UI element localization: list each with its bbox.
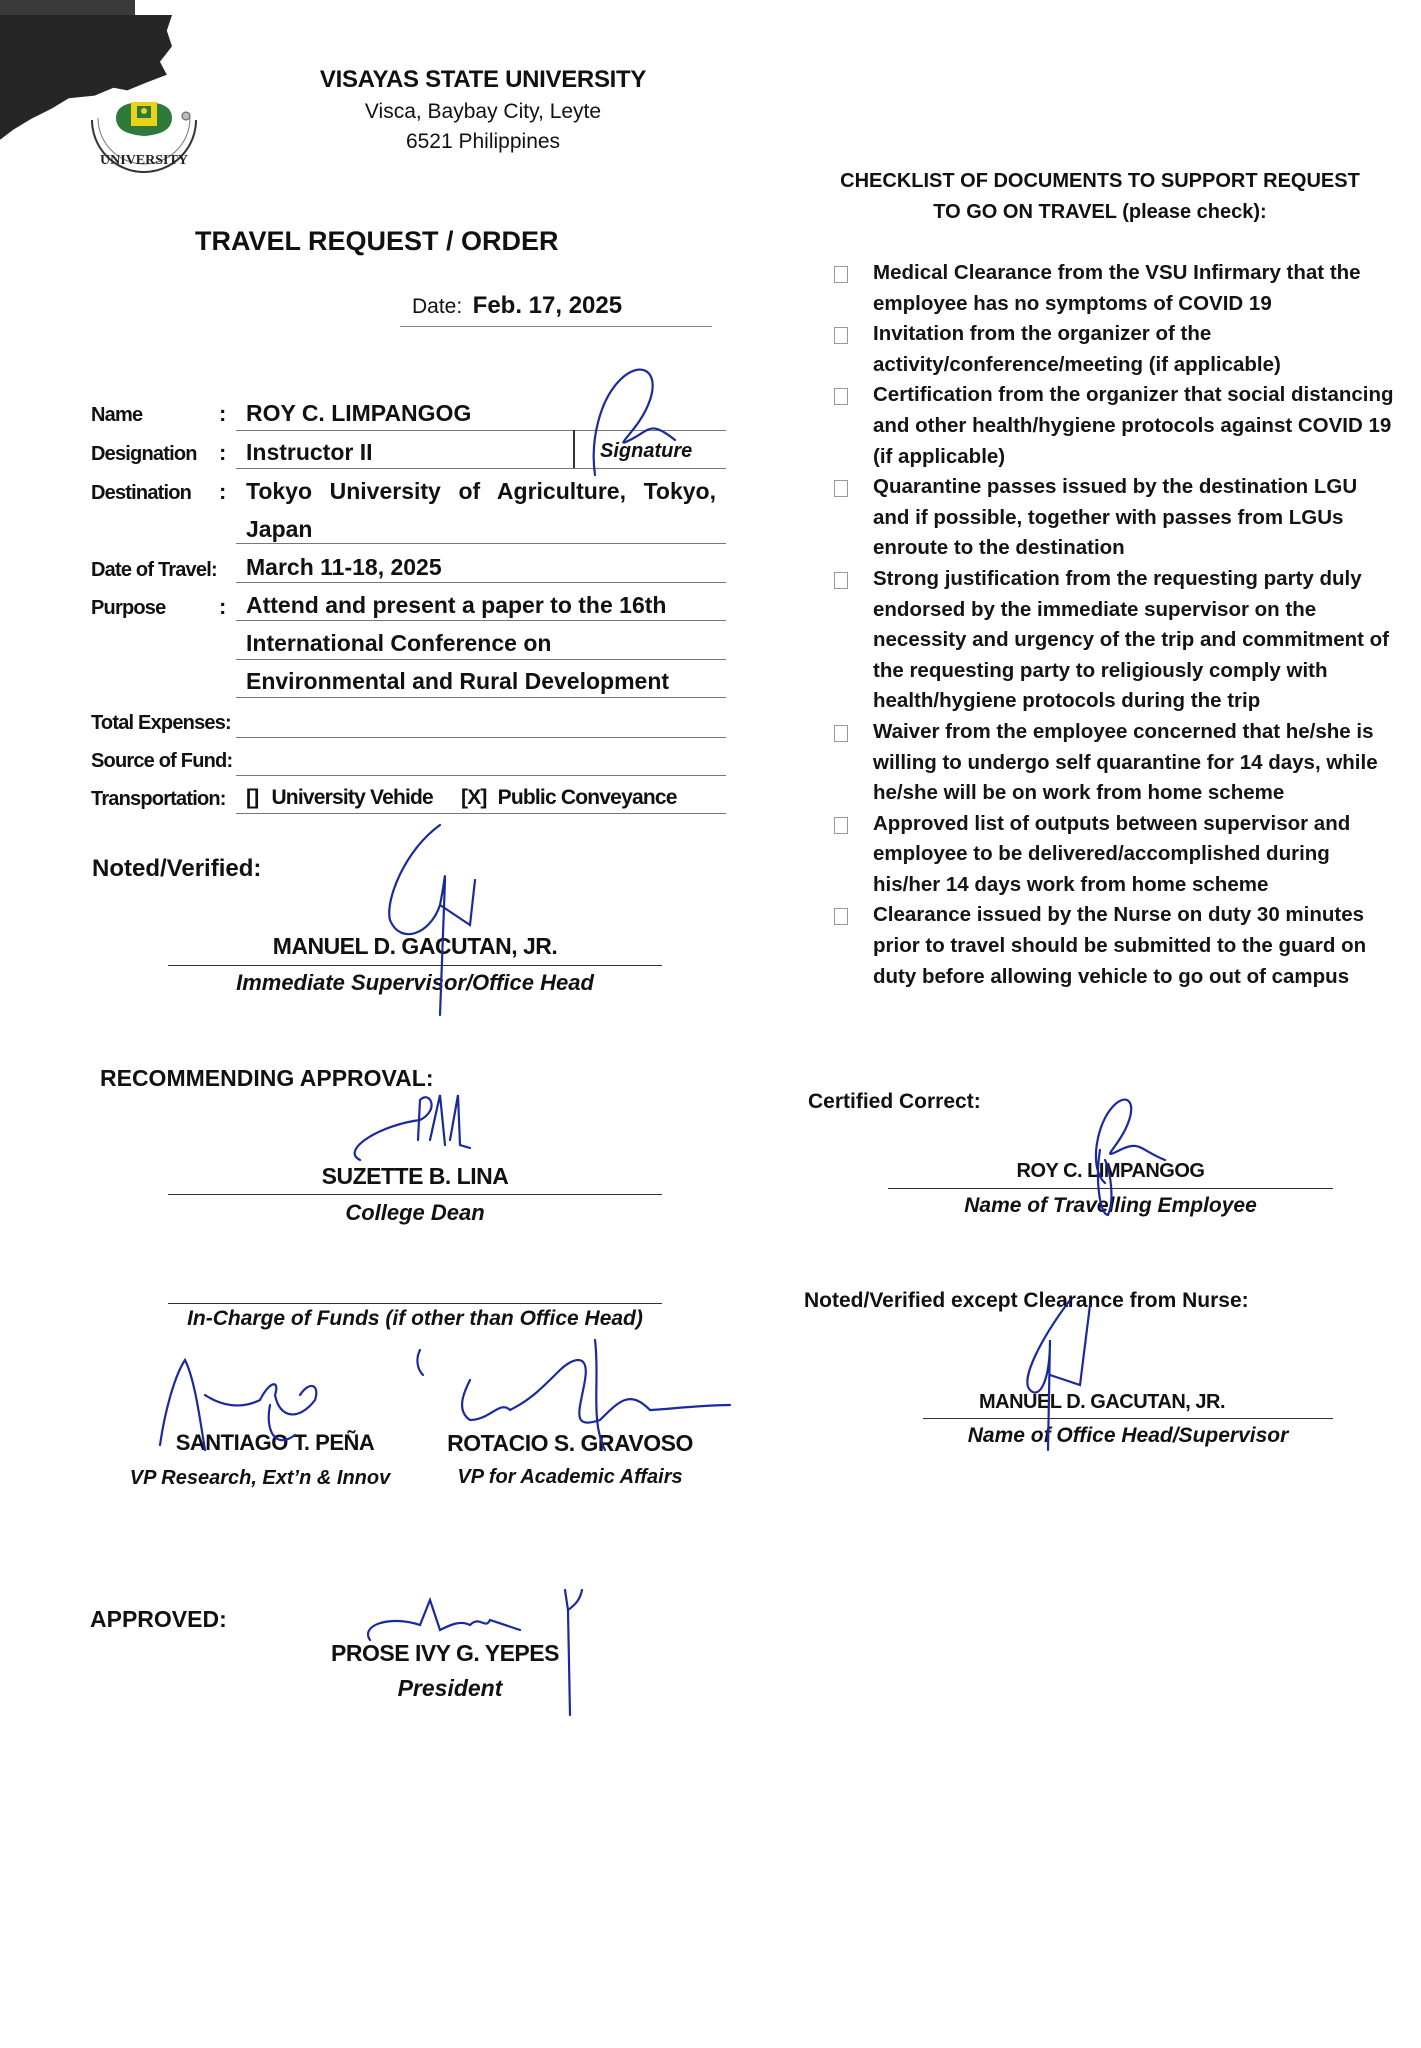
checklist-item[interactable]	[834, 472, 1394, 564]
checklist-item-text: Invitation from the organizer of the activity/conference/meeting (if applicable)	[873, 322, 1281, 376]
purpose-label: Purpose	[91, 597, 166, 619]
employee-signature-line	[888, 1188, 1333, 1189]
transport-label-public-conveyance: Public Conveyance	[497, 786, 677, 809]
supervisor-role: Immediate Supervisor/Office Head	[236, 970, 594, 995]
vp-research-name: SANTIAGO T. PEÑA	[175, 1430, 375, 1455]
checklist-item[interactable]	[834, 809, 1394, 901]
checklist-item[interactable]	[834, 319, 1394, 380]
checklist-heading	[820, 166, 1380, 228]
destination-value-line1: Tokyo University of Agriculture, Tokyo,	[246, 478, 716, 504]
transport-option-university-vehicle[interactable]	[246, 786, 433, 810]
university-postal: 6521 Philippines	[405, 130, 561, 153]
scan-torn-edge-top	[0, 0, 135, 16]
checklist-item[interactable]	[834, 900, 1394, 992]
checklist-item-text: Certification from the organizer that social distancing and other health/hygiene protocols against COVID 19 (if applicable)	[873, 383, 1394, 468]
checkbox[interactable]	[834, 480, 848, 497]
noted-verified-label: Noted/Verified:	[92, 855, 262, 882]
checklist-item[interactable]	[834, 258, 1394, 319]
university-address: Visca, Baybay City, Leyte	[364, 100, 602, 123]
checklist-item-text: Medical Clearance from the VSU Infirmary that the employee has no symptoms of COVID 19	[873, 261, 1361, 315]
signature-label: Signature	[600, 440, 693, 462]
transport-checkbox-public-conveyance[interactable]: [X]	[461, 786, 487, 809]
purpose-colon: :	[219, 594, 227, 619]
checklist-item[interactable]	[834, 380, 1394, 472]
signature-divider	[573, 430, 575, 468]
office-head-role: Name of Office Head/Supervisor	[967, 1424, 1289, 1447]
destination-value-line2: Japan	[246, 516, 313, 542]
date-value: Feb. 17, 2025	[472, 292, 623, 319]
vp-research-role: VP Research, Ext’n & Innov	[129, 1467, 391, 1489]
total-expenses-label: Total Expenses:	[91, 712, 231, 734]
designation-label: Designation	[91, 443, 197, 465]
office-head-name: MANUEL D. GACUTAN, JR.	[979, 1391, 1226, 1413]
purpose-underline-1	[236, 620, 726, 621]
dean-role: College Dean	[345, 1200, 485, 1225]
name-value: ROY C. LIMPANGOG	[246, 400, 472, 426]
checklist-item-text: Strong justification from the requesting party duly endorsed by the immediate supervisor on the necessity and urgency of the trip and commitment of the requesting party to religiously comply with health/hygiene protocols during the trip	[873, 566, 1390, 713]
checkbox[interactable]	[834, 572, 848, 589]
checkbox[interactable]	[834, 908, 848, 925]
checklist-item[interactable]	[834, 564, 1394, 717]
president-role: President	[397, 1675, 503, 1701]
checklist-item-text: Quarantine passes issued by the destination LGU and if possible, together with passes from LGUs enroute to the destination	[873, 475, 1358, 560]
date-of-travel-label: Date of Travel:	[91, 559, 217, 581]
dean-name: SUZETTE B. LINA	[321, 1163, 509, 1189]
destination-colon: :	[219, 479, 227, 504]
source-of-fund-label: Source of Fund:	[91, 750, 233, 772]
date-field	[400, 292, 712, 327]
checklist-item-text: Approved list of outputs between supervisor and employee to be delivered/accomplished during his/her 14 days work from home scheme	[873, 811, 1351, 896]
university-name: VISAYAS STATE UNIVERSITY	[319, 66, 647, 93]
designation-value: Instructor II	[246, 439, 373, 465]
vp-academic-name: ROTACIO S. GRAVOSO	[447, 1430, 693, 1456]
vp-academic-role: VP for Academic Affairs	[457, 1466, 683, 1488]
checkbox[interactable]	[834, 725, 848, 742]
noted-except-label: Noted/Verified except Clearance from Nurse:	[804, 1289, 1249, 1312]
supervisor-signature-line	[168, 965, 662, 966]
checklist	[834, 258, 1394, 992]
destination-label: Destination	[91, 482, 192, 504]
checklist-item[interactable]	[834, 717, 1394, 809]
transportation-underline	[236, 813, 726, 814]
recommending-approval-label: RECOMMENDING APPROVAL:	[100, 1065, 434, 1091]
funds-role: In-Charge of Funds (if other than Office Head)	[187, 1307, 643, 1330]
supervisor-name: MANUEL D. GACUTAN, JR.	[272, 933, 558, 959]
checklist-heading-line1: CHECKLIST OF DOCUMENTS TO SUPPORT REQUEST	[840, 170, 1360, 192]
checkbox[interactable]	[834, 817, 848, 834]
employee-role: Name of Travelling Employee	[964, 1194, 1257, 1217]
document-title: TRAVEL REQUEST / ORDER	[195, 226, 559, 256]
funds-signature-line	[168, 1303, 662, 1304]
signature-mark-dean	[355, 1095, 470, 1160]
logo-text: UNIVERSITY	[100, 153, 188, 168]
name-label: Name	[91, 404, 143, 426]
checklist-item-text: Waiver from the employee concerned that he/she is willing to undergo self quarantine for 14 days, while he/she will be on work from home scheme	[873, 719, 1378, 805]
checklist-heading-line2: TO GO ON TRAVEL (please check):	[933, 201, 1267, 223]
employee-name: ROY C. LIMPANGOG	[1016, 1160, 1205, 1182]
approved-label: APPROVED:	[90, 1606, 227, 1632]
source-of-fund-underline	[236, 775, 726, 776]
office-head-signature-line	[923, 1418, 1333, 1419]
checkbox[interactable]	[834, 327, 848, 344]
checklist-item-text: Clearance issued by the Nurse on duty 30 minutes prior to travel should be submitted to the guard on duty before allowing vehicle to go out of campus	[873, 903, 1367, 988]
checkbox[interactable]	[834, 388, 848, 405]
date-of-travel-value: March 11-18, 2025	[246, 554, 442, 580]
transportation-label: Transportation:	[91, 788, 226, 810]
date-of-travel-underline	[236, 582, 726, 583]
purpose-value-line1: Attend and present a paper to the 16th	[246, 592, 667, 618]
transport-option-public-conveyance[interactable]	[461, 786, 677, 810]
transport-checkbox-university-vehicle[interactable]: []	[246, 786, 259, 809]
purpose-value-line3: Environmental and Rural Development	[246, 668, 670, 694]
president-name: PROSE IVY G. YEPES	[331, 1640, 559, 1666]
purpose-underline-2	[236, 659, 726, 660]
checkbox[interactable]	[834, 266, 848, 283]
name-colon: :	[219, 401, 227, 426]
university-seal-icon	[86, 98, 202, 178]
destination-underline	[236, 543, 726, 544]
certified-correct-label: Certified Correct:	[808, 1090, 981, 1113]
purpose-underline-3	[236, 697, 726, 698]
total-expenses-underline	[236, 737, 726, 738]
name-underline	[236, 430, 726, 431]
designation-underline	[236, 468, 726, 469]
transport-label-university-vehicle: University Vehide	[271, 786, 433, 809]
university-logo	[86, 98, 202, 178]
purpose-value-line2: International Conference on	[246, 630, 552, 656]
dean-signature-line	[168, 1194, 662, 1195]
designation-colon: :	[219, 440, 227, 465]
date-label: Date:	[412, 295, 463, 318]
